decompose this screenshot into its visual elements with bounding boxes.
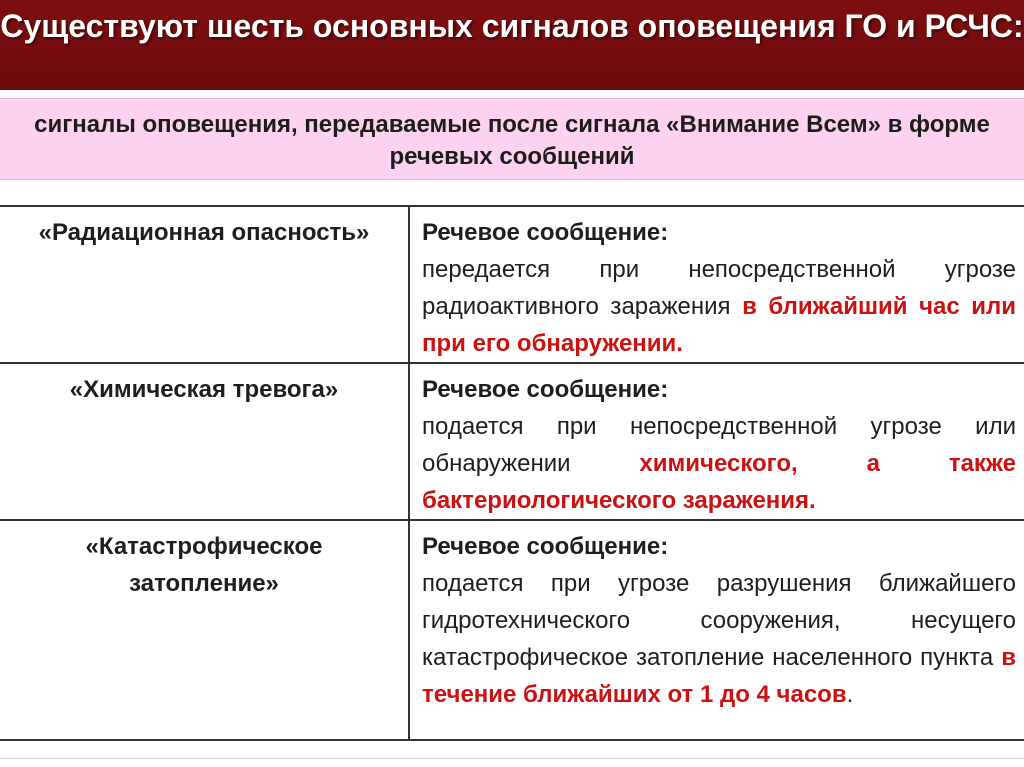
message-heading: Речевое сообщение: [422, 219, 669, 246]
table-row [0, 363, 1024, 520]
signal-name-chemical: «Химическая тревога» [0, 363, 409, 520]
description-tail: . [846, 681, 854, 708]
table-row [0, 520, 1024, 740]
message-heading: Речевое сообщение: [422, 533, 669, 560]
slide-title: Существуют шесть основных сигналов оповещения ГО и РСЧС: [0, 0, 1024, 90]
signal-name-radiation: «Радиационная опасность» [0, 206, 409, 363]
signal-description-chemical [409, 363, 1024, 520]
signal-description-flood [409, 520, 1024, 740]
description-text: передается при непосредственной угрозе радиоактивного заражения [422, 256, 1016, 320]
table-row [0, 206, 1024, 363]
bottom-divider [0, 758, 1024, 759]
slide-subtitle: сигналы оповещения, передаваемые после сигнала «Внимание Всем» в форме речевых сообщений [0, 98, 1024, 180]
signals-table [0, 205, 1024, 741]
description-highlight: в ближайший час или при его обнаружении. [422, 293, 1016, 357]
description-text: подается при непосредственной угрозе или обнаружении [422, 413, 1016, 477]
description-highlight: химического, а также бактериологического заражения. [422, 450, 1016, 514]
description-text: подается при угрозе разрушения ближайшего гидротехнического сооружения, несущего катастрофическое затопление населенного пункта [422, 570, 1016, 671]
message-heading: Речевое сообщение: [422, 376, 669, 403]
description-highlight: в течение ближайших от 1 до 4 часов [422, 644, 1016, 708]
signal-description-radiation [409, 206, 1024, 363]
signal-name-flood: «Катастрофическое затопление» [0, 520, 409, 740]
